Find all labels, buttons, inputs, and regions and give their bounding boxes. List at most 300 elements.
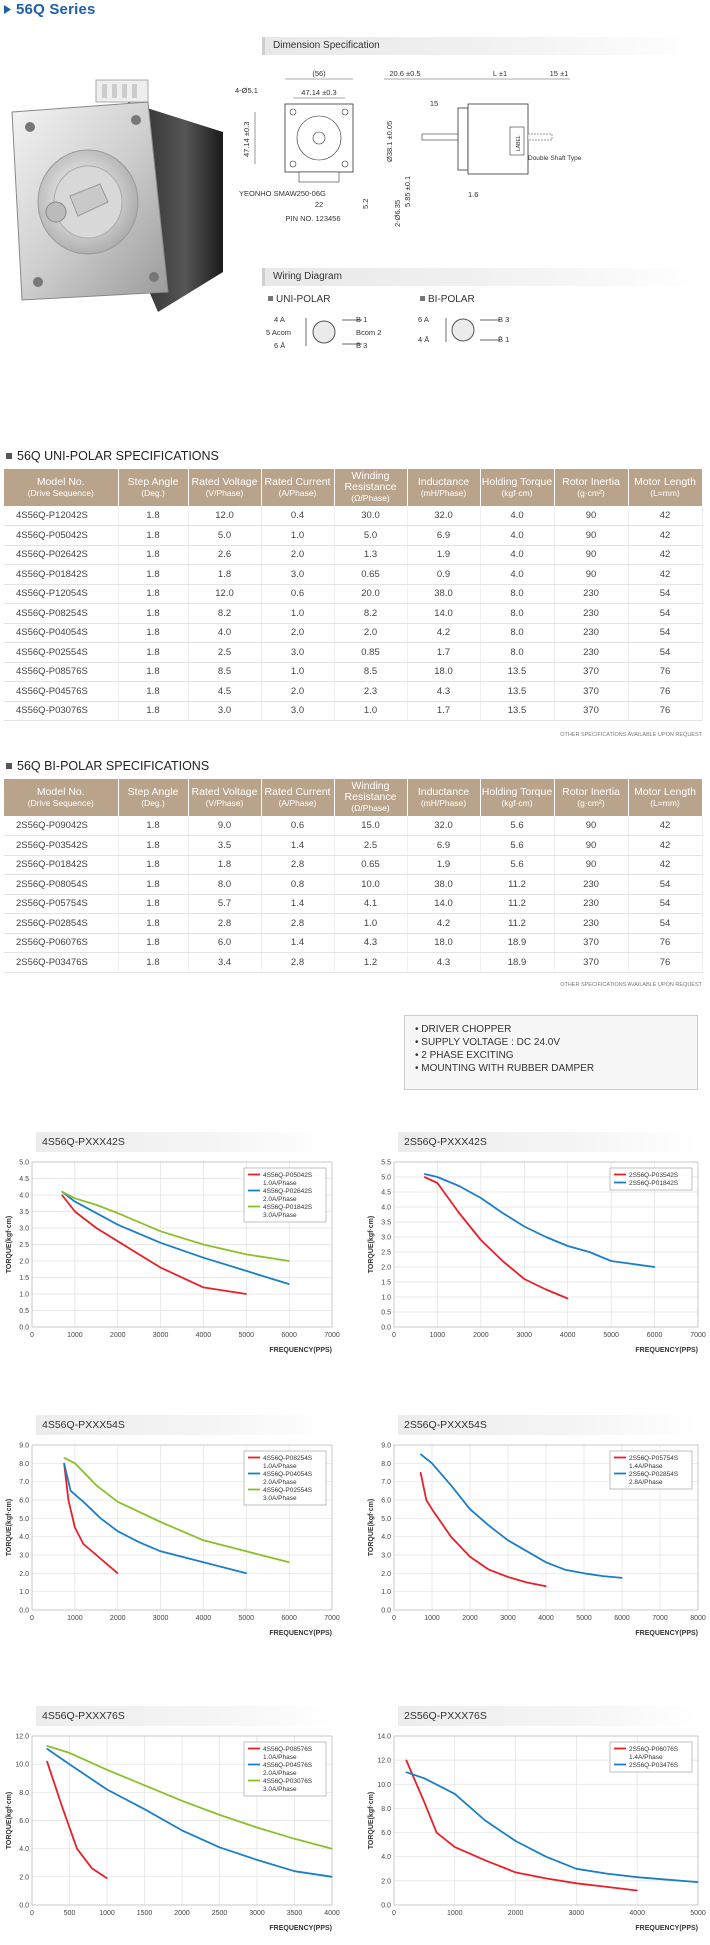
chart-panel-2 bbox=[398, 1132, 698, 1152]
x-tick-label: 6000 bbox=[646, 1332, 663, 1339]
table-cell: 0.65 bbox=[334, 855, 407, 875]
legend-sublabel: 2.0A/Phase bbox=[263, 1479, 297, 1486]
data-point bbox=[450, 1536, 451, 1537]
y-tick-label: 14.0 bbox=[377, 1733, 391, 1741]
data-point bbox=[76, 1848, 77, 1849]
y-tick-label: 4.0 bbox=[19, 1534, 29, 1542]
column-header bbox=[407, 469, 480, 506]
table-cell: 8.0 bbox=[480, 623, 554, 643]
data-point bbox=[160, 1242, 161, 1243]
bi-spec-note: OTHER SPECIFICATIONS AVAILABLE UPON REQUEST bbox=[560, 982, 702, 988]
table-cell: 5.7 bbox=[188, 894, 261, 914]
data-point bbox=[583, 1573, 584, 1574]
x-tick-label: 1000 bbox=[67, 1615, 83, 1622]
cable-label: YEONHO SMAW250-06G bbox=[239, 189, 326, 198]
data-point bbox=[74, 1201, 75, 1202]
table-cell: 12.0 bbox=[188, 584, 261, 604]
data-point bbox=[515, 1840, 516, 1841]
y-tick-label: 8.0 bbox=[19, 1789, 29, 1797]
column-header bbox=[118, 779, 188, 816]
legend-sublabel: 2.8A/Phase bbox=[629, 1479, 663, 1486]
chart-panel-1 bbox=[36, 1132, 332, 1152]
y-tick-label: 0.0 bbox=[381, 1902, 391, 1910]
table-cell: 42 bbox=[628, 816, 702, 836]
y-tick-label: 4.0 bbox=[19, 1192, 29, 1200]
legend-label: 2S56Q-P03476S bbox=[629, 1762, 679, 1769]
column-header-unit: (L=mm) bbox=[650, 797, 680, 808]
table-cell: 1.8 bbox=[118, 565, 188, 585]
data-point bbox=[331, 1876, 332, 1877]
legend-sublabel: 3.0A/Phase bbox=[263, 1786, 297, 1793]
data-point bbox=[61, 1191, 62, 1192]
x-tick-label: 2000 bbox=[462, 1615, 478, 1622]
data-point bbox=[545, 1878, 546, 1879]
column-header bbox=[554, 469, 628, 506]
table-cell: 1.0 bbox=[261, 526, 334, 546]
data-point bbox=[61, 1194, 62, 1195]
table-row bbox=[4, 875, 702, 895]
table-cell: 42 bbox=[628, 526, 702, 546]
table-cell: 8.0 bbox=[188, 875, 261, 895]
table-cell: 4.0 bbox=[480, 545, 554, 565]
data-point bbox=[420, 1454, 421, 1455]
table-cell: 2.0 bbox=[261, 682, 334, 702]
data-point bbox=[46, 1761, 47, 1762]
y-tick-label: 0.0 bbox=[19, 1902, 29, 1910]
data-point bbox=[46, 1745, 47, 1746]
table-cell: 15.0 bbox=[334, 816, 407, 836]
uni-label-abar: 6 Ā bbox=[274, 341, 286, 350]
x-tick-label: 0 bbox=[392, 1615, 396, 1622]
y-tick-label: 0.0 bbox=[19, 1607, 29, 1615]
data-point bbox=[246, 1551, 247, 1552]
data-point bbox=[606, 1886, 607, 1887]
legend-sublabel: 1.0A/Phase bbox=[263, 1180, 297, 1187]
data-point bbox=[246, 1254, 247, 1255]
table-cell: 4S56Q-P08254S bbox=[4, 604, 118, 624]
table-cell: 4.5 bbox=[188, 682, 261, 702]
chart-panel-3 bbox=[36, 1415, 332, 1435]
table-cell: 1.8 bbox=[118, 933, 188, 953]
bi-label-abar: 4 Ā bbox=[418, 335, 430, 344]
column-header-main: Rated Voltage bbox=[191, 785, 258, 798]
column-header bbox=[628, 469, 702, 506]
y-tick-label: 7.0 bbox=[19, 1479, 29, 1487]
legend-label: 2S56Q-P03542S bbox=[629, 1172, 679, 1179]
y-tick-label: 1.0 bbox=[19, 1291, 29, 1299]
data-point bbox=[515, 1872, 516, 1873]
x-tick-label: 3000 bbox=[152, 1615, 169, 1622]
table-cell: 1.2 bbox=[334, 953, 407, 973]
table-cell: 1.0 bbox=[334, 701, 407, 721]
column-header-unit: (mH/Phase) bbox=[420, 797, 467, 808]
data-point bbox=[697, 1881, 698, 1882]
table-cell: 90 bbox=[554, 565, 628, 585]
table-cell: 1.8 bbox=[118, 584, 188, 604]
y-tick-label: 9.0 bbox=[19, 1442, 29, 1450]
data-point bbox=[485, 1820, 486, 1821]
x-tick-label: 4000 bbox=[195, 1332, 212, 1339]
table-cell: 230 bbox=[554, 604, 628, 624]
column-header bbox=[118, 469, 188, 506]
table-cell: 4.0 bbox=[188, 623, 261, 643]
table-cell: 1.8 bbox=[118, 953, 188, 973]
data-point bbox=[480, 1197, 481, 1198]
table-cell: 1.8 bbox=[118, 701, 188, 721]
table-row bbox=[4, 545, 702, 565]
table-cell: 230 bbox=[554, 623, 628, 643]
table-cell: 0.6 bbox=[261, 584, 334, 604]
table-cell: 1.8 bbox=[118, 604, 188, 624]
y-tick-label: 10.0 bbox=[377, 1781, 391, 1789]
table-cell: 30.0 bbox=[334, 506, 407, 526]
table-row bbox=[4, 662, 702, 682]
table-cell: 1.7 bbox=[407, 701, 480, 721]
data-point bbox=[426, 1499, 427, 1500]
x-axis-label: FREQUENCY(PPS) bbox=[635, 1925, 698, 1932]
table-cell: 1.0 bbox=[334, 914, 407, 934]
table-row bbox=[4, 526, 702, 546]
data-point bbox=[83, 1543, 84, 1544]
y-tick-label: 2.0 bbox=[381, 1878, 391, 1886]
data-point bbox=[488, 1525, 489, 1526]
x-axis-label: FREQUENCY(PPS) bbox=[635, 1347, 698, 1354]
y-tick-label: 4.0 bbox=[381, 1854, 391, 1862]
x-tick-label: 2000 bbox=[507, 1910, 524, 1917]
table-cell: 1.8 bbox=[118, 836, 188, 856]
table-cell: 76 bbox=[628, 682, 702, 702]
table-cell: 6.0 bbox=[188, 933, 261, 953]
x-tick-label: 2500 bbox=[211, 1910, 228, 1917]
data-point bbox=[144, 1785, 145, 1786]
table-cell: 10.0 bbox=[334, 875, 407, 895]
y-tick-label: 10.0 bbox=[15, 1761, 29, 1769]
y-tick-label: 6.0 bbox=[19, 1818, 29, 1825]
data-point bbox=[502, 1260, 503, 1261]
y-tick-label: 3.0 bbox=[381, 1234, 391, 1242]
data-point bbox=[654, 1266, 655, 1267]
data-point bbox=[602, 1575, 603, 1576]
table-cell: 370 bbox=[554, 662, 628, 682]
table-cell: 2S56Q-P09042S bbox=[4, 816, 118, 836]
column-header-unit: (Deg.) bbox=[141, 797, 165, 808]
data-point bbox=[436, 1832, 437, 1833]
data-point bbox=[450, 1485, 451, 1486]
length-label: L ±1 bbox=[492, 69, 508, 78]
data-point bbox=[117, 1573, 118, 1574]
table-cell: 4.0 bbox=[480, 565, 554, 585]
bi-label-a: 6 A bbox=[418, 315, 429, 324]
data-point bbox=[69, 1764, 70, 1765]
series-line bbox=[47, 1761, 107, 1878]
data-point bbox=[294, 1871, 295, 1872]
table-cell: 1.8 bbox=[118, 894, 188, 914]
data-point bbox=[289, 1284, 290, 1285]
x-tick-label: 7000 bbox=[324, 1332, 340, 1339]
table-row bbox=[4, 855, 702, 875]
shaft-rear-label: 15 ±1 bbox=[549, 69, 569, 78]
legend-label: 4S56Q-P02642S bbox=[263, 1188, 313, 1195]
data-point bbox=[524, 1226, 525, 1227]
series-line bbox=[406, 1760, 637, 1890]
x-tick-label: 2000 bbox=[473, 1332, 489, 1339]
table-cell: 3.4 bbox=[188, 953, 261, 973]
y-tick-label: 2.5 bbox=[381, 1249, 391, 1257]
table-cell: 54 bbox=[628, 875, 702, 895]
dim-16-label: 1.6 bbox=[468, 190, 479, 199]
column-header bbox=[554, 779, 628, 816]
table-cell: 3.0 bbox=[261, 701, 334, 721]
table-row bbox=[4, 584, 702, 604]
data-point bbox=[203, 1257, 204, 1258]
data-point bbox=[611, 1260, 612, 1261]
table-cell: 18.0 bbox=[407, 933, 480, 953]
uni-spec-note: OTHER SPECIFICATIONS AVAILABLE UPON REQUEST bbox=[560, 732, 702, 738]
data-point bbox=[160, 1231, 161, 1232]
data-point bbox=[576, 1868, 577, 1869]
data-point bbox=[74, 1198, 75, 1199]
column-header-unit: (Drive Sequence) bbox=[27, 797, 94, 808]
width-total-label: (56) bbox=[312, 69, 326, 78]
table-cell: 76 bbox=[628, 662, 702, 682]
x-tick-label: 4000 bbox=[195, 1615, 212, 1622]
data-point bbox=[424, 1802, 425, 1803]
test-conditions bbox=[404, 1015, 698, 1090]
pilot-label: Ø38.1 ±0.05 bbox=[385, 120, 394, 162]
x-tick-label: 3500 bbox=[286, 1910, 303, 1917]
table-row bbox=[4, 816, 702, 836]
uni-label-bbar: B̄ 3 bbox=[356, 341, 368, 350]
y-tick-label: 7.0 bbox=[381, 1479, 391, 1487]
table-cell: 5.0 bbox=[188, 526, 261, 546]
table-cell: 32.0 bbox=[407, 506, 480, 526]
data-point bbox=[256, 1859, 257, 1860]
section-square-icon bbox=[6, 763, 12, 769]
x-axis-label: FREQUENCY(PPS) bbox=[269, 1630, 332, 1637]
table-cell: 2.6 bbox=[188, 545, 261, 565]
table-cell: 2.8 bbox=[261, 953, 334, 973]
column-header bbox=[4, 469, 118, 506]
y-tick-label: 12.0 bbox=[377, 1757, 391, 1765]
table-cell: 2S56Q-P02854S bbox=[4, 914, 118, 934]
data-point bbox=[589, 1251, 590, 1252]
front-view-drawing bbox=[235, 62, 380, 230]
table-cell: 5.6 bbox=[480, 816, 554, 836]
x-tick-label: 0 bbox=[392, 1910, 396, 1917]
column-header bbox=[480, 779, 554, 816]
table-cell: 42 bbox=[628, 506, 702, 526]
table-cell: 1.8 bbox=[118, 914, 188, 934]
series-line bbox=[406, 1772, 698, 1882]
x-tick-label: 6000 bbox=[614, 1615, 630, 1622]
x-tick-label: 4000 bbox=[559, 1332, 576, 1339]
uni-label-a: 4 A bbox=[274, 315, 285, 324]
x-tick-label: 5000 bbox=[238, 1615, 255, 1622]
table-cell: 90 bbox=[554, 545, 628, 565]
table-cell: 4S56Q-P05042S bbox=[4, 526, 118, 546]
data-point bbox=[606, 1873, 607, 1874]
column-header-main: Inductance bbox=[417, 475, 470, 488]
data-point bbox=[406, 1760, 407, 1761]
table-cell: 6.9 bbox=[407, 836, 480, 856]
data-point bbox=[69, 1752, 70, 1753]
table-cell: 2S56Q-P03542S bbox=[4, 836, 118, 856]
column-header-unit: (Drive Sequence) bbox=[27, 487, 94, 498]
legend-label: 4S56Q-P05042S bbox=[263, 1172, 313, 1179]
legend-sublabel: 2.0A/Phase bbox=[263, 1770, 297, 1777]
data-point bbox=[637, 1890, 638, 1891]
table-cell: 2S56Q-P01842S bbox=[4, 855, 118, 875]
wiring-header: Wiring Diagram bbox=[262, 268, 702, 286]
x-axis-label: FREQUENCY(PPS) bbox=[269, 1347, 332, 1354]
table-cell: 1.7 bbox=[407, 643, 480, 663]
table-cell: 2S56Q-P08054S bbox=[4, 875, 118, 895]
uni-spec-table bbox=[4, 469, 703, 721]
column-header-main: Winding Resistance bbox=[344, 780, 397, 803]
holes-label: 4-Ø5.1 bbox=[235, 86, 258, 95]
table-cell: 370 bbox=[554, 953, 628, 973]
table-cell: 8.0 bbox=[480, 604, 554, 624]
y-tick-label: 2.0 bbox=[19, 1570, 29, 1578]
table-row bbox=[4, 682, 702, 702]
table-cell: 2S56Q-P03476S bbox=[4, 953, 118, 973]
table-cell: 8.2 bbox=[188, 604, 261, 624]
table-cell: 8.2 bbox=[334, 604, 407, 624]
y-tick-label: 3.0 bbox=[19, 1225, 29, 1233]
x-tick-label: 5000 bbox=[576, 1615, 592, 1622]
data-point bbox=[507, 1540, 508, 1541]
table-cell: 2.3 bbox=[334, 682, 407, 702]
x-tick-label: 4000 bbox=[629, 1910, 645, 1917]
data-point bbox=[424, 1173, 425, 1174]
x-tick-label: 7000 bbox=[690, 1332, 706, 1339]
data-point bbox=[289, 1562, 290, 1563]
data-point bbox=[454, 1793, 455, 1794]
column-header bbox=[188, 469, 261, 506]
table-row bbox=[4, 565, 702, 585]
bi-polar-title: BI-POLAR bbox=[428, 294, 475, 305]
data-point bbox=[64, 1457, 65, 1458]
uni-label-acom: 5 Acom bbox=[266, 328, 292, 337]
bi-spec-table bbox=[4, 779, 703, 973]
table-cell: 54 bbox=[628, 623, 702, 643]
table-cell: 2S56Q-P05754S bbox=[4, 894, 118, 914]
flat-label: 5.85 ±0.1 bbox=[403, 175, 412, 207]
table-row bbox=[4, 701, 702, 721]
torque-chart-4s-54 bbox=[2, 1435, 342, 1643]
data-point bbox=[246, 1573, 247, 1574]
legend-label: 4S56Q-P08254S bbox=[263, 1455, 313, 1462]
data-point bbox=[488, 1569, 489, 1570]
table-cell: 2.0 bbox=[261, 623, 334, 643]
y-tick-label: 8.0 bbox=[381, 1460, 391, 1468]
column-header-unit: (mH/Phase) bbox=[420, 487, 467, 498]
table-row bbox=[4, 506, 702, 526]
x-tick-label: 1000 bbox=[424, 1615, 440, 1622]
y-axis-label: TORQUE(kgf·cm) bbox=[6, 1791, 13, 1850]
x-tick-label: 3000 bbox=[500, 1615, 516, 1622]
chart-title: 4S56Q-PXXX54S bbox=[36, 1415, 332, 1435]
data-point bbox=[621, 1577, 622, 1578]
table-row bbox=[4, 836, 702, 856]
table-cell: 3.0 bbox=[261, 643, 334, 663]
condition-item: • MOUNTING WITH RUBBER DAMPER bbox=[415, 1062, 687, 1075]
table-cell: 4S56Q-P03076S bbox=[4, 701, 118, 721]
y-tick-label: 3.5 bbox=[19, 1209, 29, 1216]
side-view-drawing bbox=[380, 62, 705, 230]
x-tick-label: 1500 bbox=[136, 1910, 153, 1917]
dim-52-label: 5.2 bbox=[361, 198, 370, 209]
y-tick-label: 4.0 bbox=[19, 1846, 29, 1854]
data-point bbox=[524, 1278, 525, 1279]
table-cell: 4S56Q-P08576S bbox=[4, 662, 118, 682]
legend-label: 4S56Q-P04576S bbox=[263, 1762, 313, 1769]
data-point bbox=[545, 1586, 546, 1587]
data-point bbox=[96, 1213, 97, 1214]
y-tick-label: 2.0 bbox=[19, 1258, 29, 1266]
table-cell: 5.6 bbox=[480, 855, 554, 875]
column-header-unit: (Ω/Phase) bbox=[351, 803, 390, 813]
bi-bullet-icon bbox=[420, 296, 425, 301]
column-header-main: Step Angle bbox=[127, 785, 179, 798]
legend-label: 2S56Q-P05754S bbox=[629, 1455, 679, 1462]
table-cell: 1.8 bbox=[118, 526, 188, 546]
x-tick-label: 2000 bbox=[109, 1615, 126, 1622]
column-header-main: Model No. bbox=[36, 785, 85, 798]
shaft-15-label: 15 bbox=[429, 99, 439, 108]
data-point bbox=[331, 1848, 332, 1849]
table-cell: 90 bbox=[554, 526, 628, 546]
column-header-main: Holding Torque bbox=[481, 475, 553, 488]
data-point bbox=[507, 1576, 508, 1577]
y-axis-label: TORQUE(kgf·cm) bbox=[368, 1215, 375, 1274]
y-tick-label: 4.5 bbox=[381, 1189, 391, 1197]
table-cell: 42 bbox=[628, 836, 702, 856]
label-text: LABEL bbox=[516, 135, 522, 151]
legend-label: 4S56Q-P04054S bbox=[263, 1471, 313, 1478]
table-cell: 54 bbox=[628, 643, 702, 663]
table-cell: 4S56Q-P04576S bbox=[4, 682, 118, 702]
table-cell: 1.8 bbox=[118, 662, 188, 682]
table-cell: 0.9 bbox=[407, 565, 480, 585]
column-header bbox=[334, 469, 407, 506]
table-cell: 0.4 bbox=[261, 506, 334, 526]
table-cell: 4S56Q-P02642S bbox=[4, 545, 118, 565]
data-point bbox=[459, 1185, 460, 1186]
data-point bbox=[485, 1860, 486, 1861]
legend-sublabel: 1.0A/Phase bbox=[263, 1463, 297, 1470]
table-cell: 9.0 bbox=[188, 816, 261, 836]
table-cell: 32.0 bbox=[407, 816, 480, 836]
data-point bbox=[545, 1562, 546, 1563]
y-tick-label: 5.0 bbox=[381, 1515, 391, 1523]
condition-item: • DRIVER CHOPPER bbox=[415, 1023, 687, 1036]
data-point bbox=[424, 1778, 425, 1779]
data-point bbox=[160, 1521, 161, 1522]
x-tick-label: 6000 bbox=[281, 1615, 297, 1622]
y-tick-label: 1.5 bbox=[19, 1275, 29, 1282]
chart-panel-5 bbox=[36, 1706, 332, 1726]
table-cell: 42 bbox=[628, 565, 702, 585]
data-point bbox=[96, 1227, 97, 1228]
table-cell: 1.8 bbox=[118, 643, 188, 663]
table-cell: 8.0 bbox=[480, 584, 554, 604]
chart-panel-6 bbox=[398, 1706, 698, 1726]
data-point bbox=[117, 1224, 118, 1225]
x-tick-label: 0 bbox=[30, 1332, 34, 1339]
data-point bbox=[420, 1472, 421, 1473]
data-point bbox=[144, 1809, 145, 1810]
